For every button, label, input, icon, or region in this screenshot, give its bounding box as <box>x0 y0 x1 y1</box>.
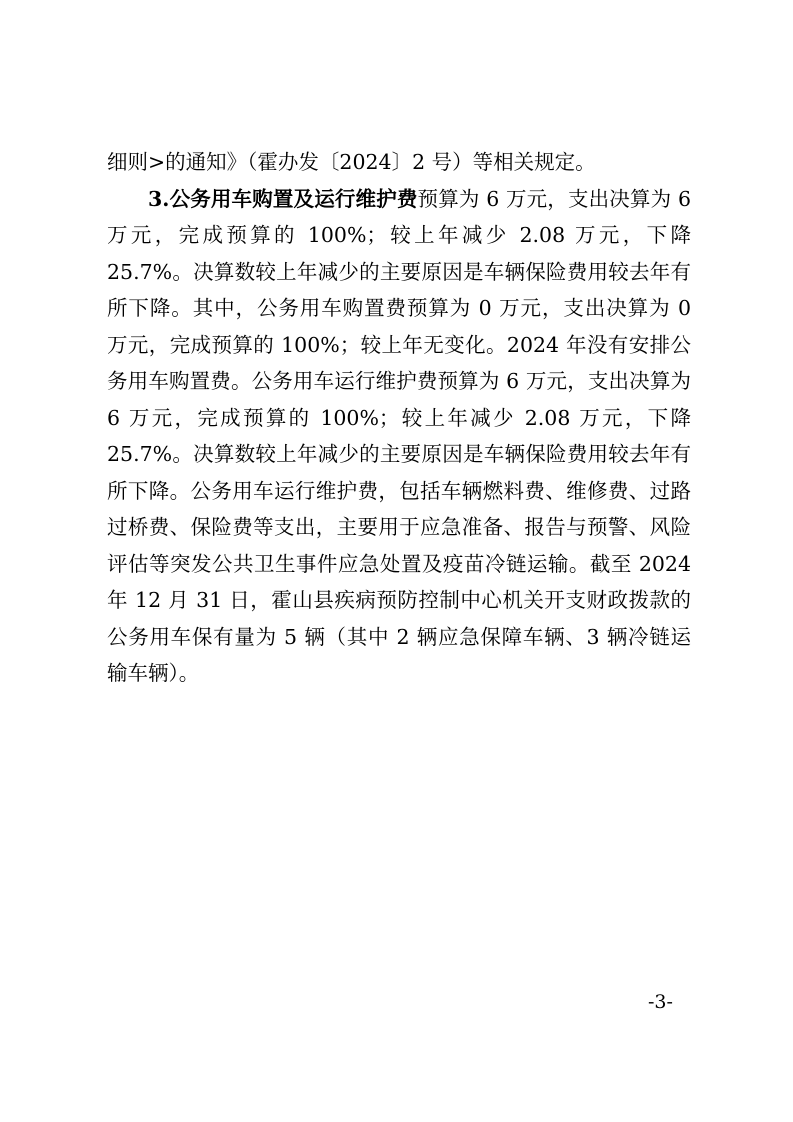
continuation-paragraph: 细则>的通知》（霍办发〔2024〕2 号）等相关规定。 <box>107 150 596 174</box>
body-text <box>107 144 691 692</box>
section-body: 预算为 6 万元，支出决算为 6 万元，完成预算的 100%；较上年减少 2.08 万元，下降 25.7%。决算数较上年减少的主要原因是车辆保险费用较去年有所下降。其中，公务用车购置费预算为 0 万元，支出决算为 0 万元，完成预算的 100%；较上年无变化。2024 年没有安排公务用车购置费。公务用车运行维护费预算为 6 万元，支出决算为 6 万元，完成预算的 100%；较上年减少 2.08 万元，下降 25.7%。决算数较上年减少的主要原因是车辆保险费用较去年有所下降。公务用车运行维护费，包括车辆燃料费、维修费、过路过桥费、保险费等支出，主要用于应急准备、报告与预警、风险评估等突发公共卫生事件应急处置及疫苗冷链运输。截至 2024 年 12 月 31 日，霍山县疾病预防控制中心机关开支财政拨款的公务用车保有量为 5 辆（其中 2 辆应急保障车辆、3 辆冷链运输车辆）。 <box>107 186 691 685</box>
vehicle-expense-paragraph <box>107 181 691 692</box>
page-number: -3- <box>648 991 673 1013</box>
section-heading: 3.公务用车购置及运行维护费 <box>148 186 418 211</box>
